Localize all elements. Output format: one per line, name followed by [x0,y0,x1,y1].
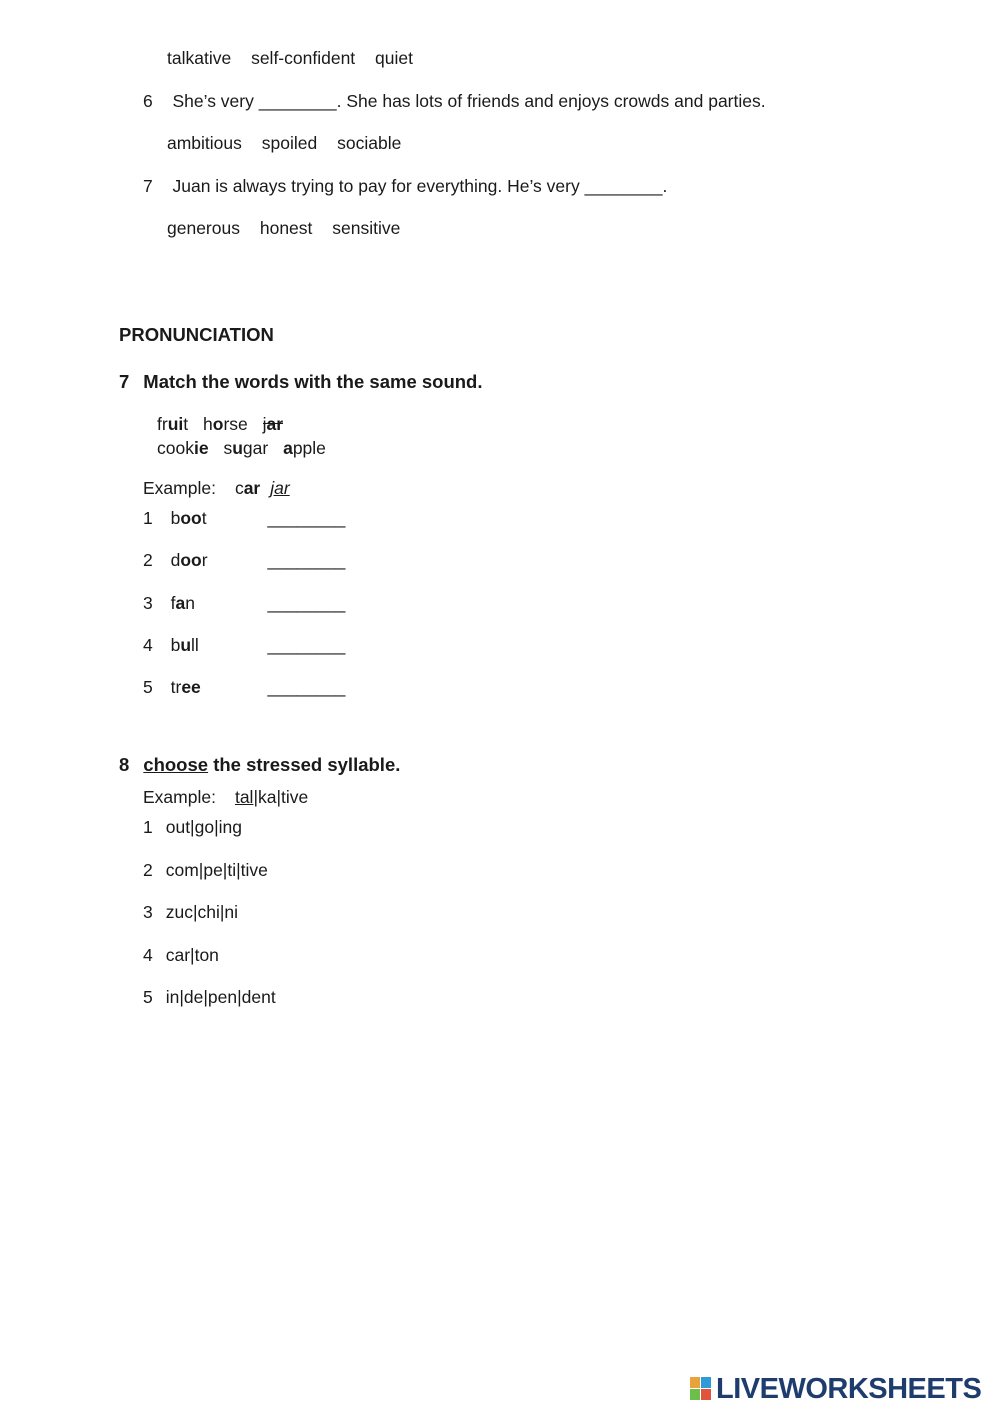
answer-blank[interactable]: ________ [258,91,337,111]
item-word[interactable]: com|pe|ti|tive [165,860,268,880]
example-stressed-syllable: tal [234,787,254,807]
item-word: door [170,550,208,570]
answer-blank[interactable]: ________ [267,508,346,528]
q6-options [167,135,401,153]
option: ambitious [167,133,242,153]
item-word: tree [170,677,201,697]
syllable-item[interactable] [143,819,242,837]
bank-word: horse [203,414,248,434]
example-line [143,789,308,807]
logo-mark-icon [690,1377,712,1401]
item-number: 3 [143,593,153,613]
bank-word: fruit [157,414,189,434]
liveworksheets-logo [690,1375,990,1403]
match-item [143,679,345,697]
word-bank-row-2 [157,440,326,458]
answer-blank[interactable]: ________ [267,635,346,655]
item-word: bull [170,635,199,655]
match-item [143,510,345,528]
item-number: 4 [143,635,153,655]
bank-word: apple [283,438,326,458]
match-item [143,637,345,655]
bank-word: cookie [157,438,209,458]
syllable-item[interactable] [143,947,219,965]
item-word[interactable]: out|go|ing [165,817,242,837]
question-7 [143,178,667,196]
example-line [143,480,290,498]
question-text-before: Juan is always trying to pay for everything. He’s very [172,176,585,196]
item-number: 3 [143,902,153,922]
item-word[interactable]: in|de|pen|dent [165,987,276,1007]
exercise-8-heading [119,756,400,775]
item-number: 4 [143,945,153,965]
example-label: Example: [143,478,216,498]
item-number: 2 [143,860,153,880]
option: generous [167,218,240,238]
exercise-7-heading [119,373,483,392]
syllable-item[interactable] [143,862,268,880]
question-text-after: . She has lots of friends and enjoys crowds and parties. [336,91,766,111]
option: sociable [337,133,402,153]
syllable-item[interactable] [143,989,276,1007]
item-number: 5 [143,987,153,1007]
answer-blank[interactable]: ________ [267,677,346,697]
exercise-instruction: the stressed syllable. [208,754,401,775]
item-number: 2 [143,550,153,570]
question-number: 7 [143,176,153,196]
word-bank-row-1 [157,416,283,434]
question-number: 6 [143,91,153,111]
bank-word: sugar [223,438,269,458]
item-number: 5 [143,677,153,697]
example-answer: jar [270,478,290,498]
exercise-number: 7 [119,371,130,392]
question-text-before: She’s very [172,91,259,111]
exercise-number: 8 [119,754,130,775]
item-word: fan [170,593,195,613]
item-word[interactable]: car|ton [165,945,219,965]
option: quiet [375,48,413,68]
match-item [143,595,345,613]
option: honest [259,218,313,238]
answer-blank[interactable]: ________ [584,176,663,196]
match-item [143,552,345,570]
question-6 [143,93,766,111]
instruction-underlined: choose [143,754,209,775]
option: self-confident [251,48,356,68]
example-rest: |ka|tive [253,787,309,807]
section-title: PRONUNCIATION [119,324,274,345]
item-word: boot [170,508,207,528]
option: sensitive [332,218,401,238]
item-number: 1 [143,817,153,837]
question-text-after: . [662,176,668,196]
example-word: car [234,478,261,498]
option: spoiled [261,133,318,153]
syllable-item[interactable] [143,904,238,922]
item-number: 1 [143,508,153,528]
exercise-instruction: Match the words with the same sound. [143,371,483,392]
example-label: Example: [143,787,216,807]
answer-blank[interactable]: ________ [267,550,346,570]
q5-options [167,50,413,68]
brand-name: LIVEWORKSHEETS [716,1373,982,1405]
option: talkative [167,48,232,68]
item-word[interactable]: zuc|chi|ni [165,902,239,922]
answer-blank[interactable]: ________ [267,593,346,613]
bank-word-crossed: jar [262,414,284,434]
q7-options [167,220,400,238]
